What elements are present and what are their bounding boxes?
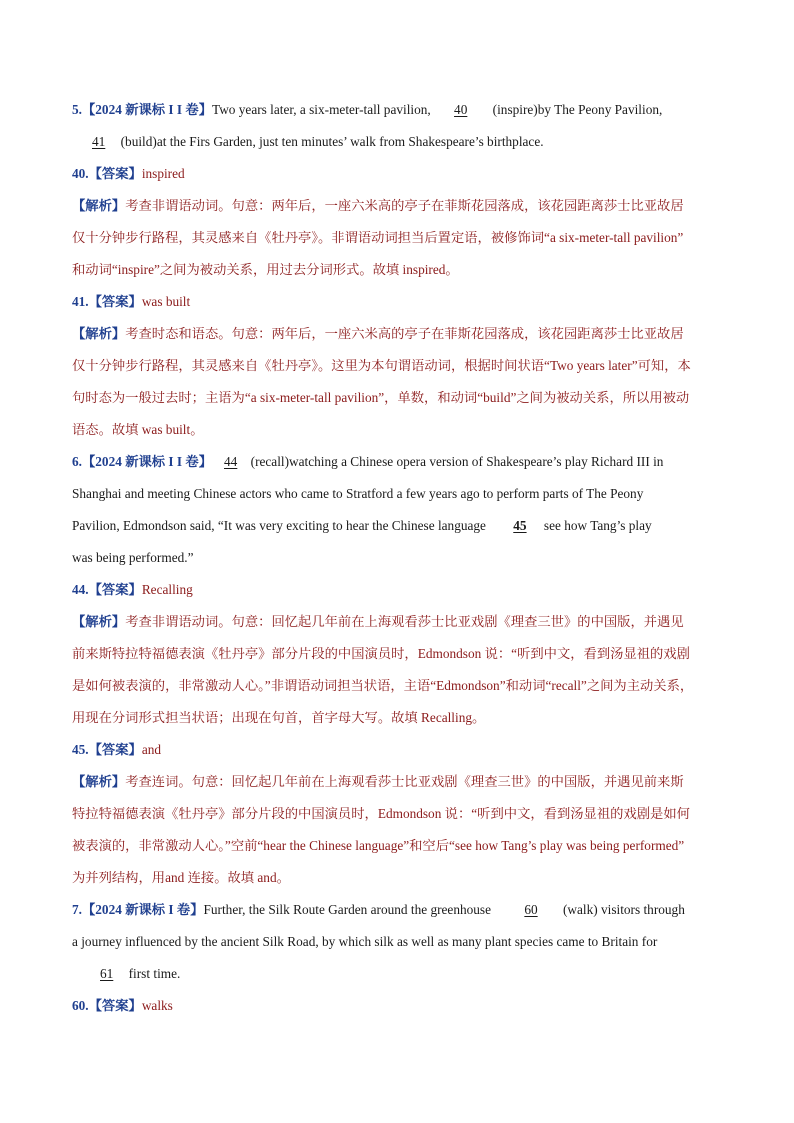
answer-label: 45.【答案】 <box>72 742 142 757</box>
analysis-44-line-3: 是如何被表演的，非常激动人心。”非谓语动词担当状语，主语“Edmondson”和动词“recall”之间为主动关系， <box>72 678 694 693</box>
analysis-40-line-3: 和动词“inspire”之间为被动关系，用过去分词形式。故填 inspired。 <box>72 262 459 277</box>
question-source: 【2024 新课标 I 卷】 <box>81 902 204 917</box>
answer-label: 41.【答案】 <box>72 294 142 309</box>
blank-61: 61 <box>100 966 114 981</box>
question-7-line-1 <box>72 898 724 930</box>
analysis-41-line-2: 仅十分钟步行路程，其灵感来自《牡丹亭》。这里为本句谓语动词，根据时间状语“Two years later”可知，本 <box>72 358 691 373</box>
question-number: 7. <box>72 902 82 917</box>
question-5-line-1 <box>72 98 724 130</box>
question-number: 5. <box>72 102 82 117</box>
blank-41: 41 <box>92 134 106 149</box>
blank-60: 60 <box>524 902 538 917</box>
blank-44: 44 <box>224 454 238 469</box>
question-6-line-2: Shanghai and meeting Chinese actors who came to Stratford a few years ago to perform parts of The Peony <box>72 486 644 501</box>
analysis-41-line-1 <box>72 322 724 354</box>
analysis-45-line-2: 特拉特福德表演《牡丹亭》部分片段的中国演员时，Edmondson 说：“听到中文，看到汤显祖的戏剧是如何 <box>72 806 690 821</box>
answer-value: was built <box>141 294 191 309</box>
question-source: 【2024 新课标 I I 卷】 <box>81 102 213 117</box>
question-text: (inspire)by The Peony Pavilion, <box>492 102 663 117</box>
analysis-41-line-3: 句时态为一般过去时；主语为“a six-meter-tall pavilion”，单数，和动词“build”之间为被动关系，所以用被动 <box>72 390 690 405</box>
answer-41 <box>72 290 724 322</box>
question-5-line-2 <box>72 130 724 162</box>
blank-40: 40 <box>454 102 468 117</box>
answer-44 <box>72 578 724 610</box>
analysis-45-line-4: 为并列结构，用and 连接。故填 and。 <box>72 870 290 885</box>
answer-value: and <box>141 742 162 757</box>
question-text: Further, the Silk Route Garden around the greenhouse <box>203 902 492 917</box>
question-text: Two years later, a six-meter-tall pavilion, <box>212 102 431 117</box>
answer-45 <box>72 738 724 770</box>
answer-60 <box>72 994 724 1026</box>
analysis-44-line-2: 前来斯特拉特福德表演《牡丹亭》部分片段的中国演员时，Edmondson 说：“听到中文，看到汤显祖的戏剧 <box>72 646 690 661</box>
question-text: (recall)watching a Chinese opera version of Shakespeare’s play Richard III in <box>250 454 664 469</box>
question-source: 【2024 新课标 I I 卷】 <box>81 454 213 469</box>
analysis-45-line-3: 被表演的，非常激动人心。”空前“hear the Chinese language”和空后“see how Tang’s play was being performed” <box>72 838 685 853</box>
analysis-41-line-4: 语态。故填 was built。 <box>72 422 204 437</box>
answer-label: 44.【答案】 <box>72 582 142 597</box>
blank-45: 45 <box>513 518 527 533</box>
document-content <box>72 98 724 1026</box>
answer-label: 40.【答案】 <box>72 166 142 181</box>
question-number: 6. <box>72 454 82 469</box>
question-text: Pavilion, Edmondson said, “It was very exciting to hear the Chinese language <box>72 518 486 533</box>
analysis-40-line-2: 仅十分钟步行路程，其灵感来自《牡丹亭》。非谓语动词担当后置定语，被修饰词“a six-meter-tall pavilion” <box>72 230 684 245</box>
analysis-label: 【解析】 <box>72 326 126 341</box>
question-text: first time. <box>128 966 181 981</box>
question-text: see how Tang’s play <box>543 518 652 533</box>
question-text: (build)at the Firs Garden, just ten minutes’ walk from Shakespeare’s birthplace. <box>120 134 544 149</box>
answer-value: Recalling <box>141 582 193 597</box>
analysis-45-line-1 <box>72 770 724 802</box>
question-6-line-4: was being performed.” <box>72 550 194 565</box>
analysis-44-line-1 <box>72 610 724 642</box>
question-text: (walk) visitors through <box>562 902 685 917</box>
question-7-line-2: a journey influenced by the ancient Silk Road, by which silk as well as many plant species came to Britain for <box>72 934 658 949</box>
question-6-line-1 <box>72 450 724 482</box>
answer-value: walks <box>141 998 173 1013</box>
analysis-label: 【解析】 <box>72 774 126 789</box>
question-7-line-3 <box>72 962 724 994</box>
analysis-label: 【解析】 <box>72 614 126 629</box>
analysis-text: 考查非谓语动词。句意：回忆起几年前在上海观看莎士比亚戏剧《理查三世》的中国版，并遇见 <box>125 614 684 629</box>
analysis-text: 考查连词。句意：回忆起几年前在上海观看莎士比亚戏剧《理查三世》的中国版，并遇见前来斯 <box>125 774 684 789</box>
answer-label: 60.【答案】 <box>72 998 142 1013</box>
question-6-line-3 <box>72 514 724 546</box>
analysis-label: 【解析】 <box>72 198 126 213</box>
answer-40 <box>72 162 724 194</box>
answer-value: inspired <box>141 166 185 181</box>
analysis-44-line-4: 用现在分词形式担当状语；出现在句首，首字母大写。故填 Recalling。 <box>72 710 486 725</box>
analysis-text: 考查时态和语态。句意：两年后，一座六米高的亭子在菲斯花园落成，该花园距离莎士比亚故居 <box>125 326 684 341</box>
analysis-40-line-1 <box>72 194 724 226</box>
analysis-text: 考查非谓语动词。句意：两年后，一座六米高的亭子在菲斯花园落成，该花园距离莎士比亚故居 <box>125 198 684 213</box>
